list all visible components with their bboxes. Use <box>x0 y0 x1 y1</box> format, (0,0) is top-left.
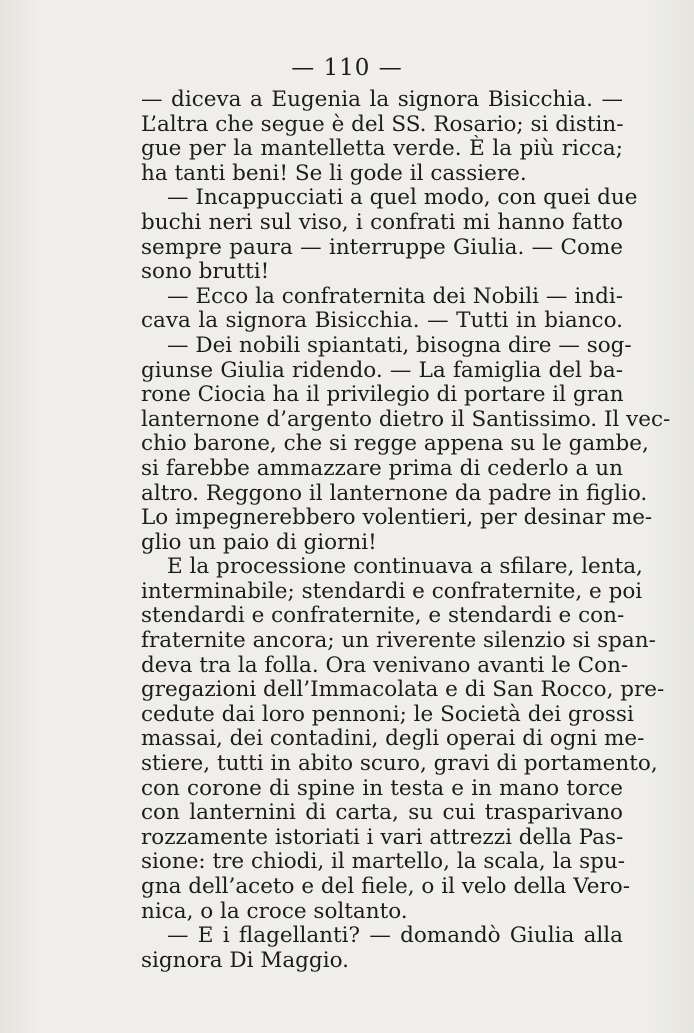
text-line: sione: tre chiodi, il martello, la scala, la spu- <box>141 849 626 875</box>
text-line: nica, o la croce soltanto. <box>141 898 408 924</box>
text-line: gue per la mantelletta verde. È la più ricca; <box>141 136 623 162</box>
text-line: — Ecco la confraternita dei Nobili — indi- <box>167 283 623 309</box>
text-line: sempre paura — interruppe Giulia. — Come <box>141 234 623 260</box>
text-line: fraternite ancora; un riverente silenzio si span- <box>141 628 656 654</box>
text-line: con corone di spine in testa e in mano torce <box>141 775 623 801</box>
text-line: giunse Giulia ridendo. — La famiglia del ba- <box>141 357 623 383</box>
text-line: gna dell’aceto e del fiele, o il velo della Vero- <box>141 874 630 899</box>
text-line: stiere, tutti in abito scuro, gravi di portamento, <box>141 751 658 777</box>
text-line: lanternone d’argento dietro il Santissimo. Il vec- <box>141 406 671 432</box>
text-line: L’altra che segue è del SS. Rosario; si distin- <box>141 111 624 137</box>
text-line: — E i flagellanti? — domandò Giulia alla <box>167 923 623 949</box>
text-line: rone Ciocia ha il privilegio di portare il gran <box>141 382 624 408</box>
text-line: E la processione continuava a sfilare, lenta, <box>167 554 643 580</box>
text-line: altro. Reggono il lanternone da padre in figlio. <box>141 480 648 506</box>
text-line: buchi neri sul viso, i confrati mi hanno fatto <box>141 209 623 235</box>
text-line: — Incappucciati a quel modo, con quei due <box>167 185 638 211</box>
text-line: chio barone, che si regge appena su le gambe, <box>141 431 649 457</box>
text-line: — diceva a Eugenia la signora Bisicchia. — <box>141 87 623 112</box>
text-line: glio un paio di giorni! <box>141 529 377 555</box>
text-line: massai, dei contadini, degli operai di ogni me- <box>141 726 645 752</box>
text-line: ha tanti beni! Se li gode il cassiere. <box>141 160 527 186</box>
page-number: — 110 — <box>291 55 403 81</box>
text-line: gregazioni dell’Immacolata e di San Rocco, pre- <box>141 677 665 703</box>
text-line: — Dei nobili spiantati, bisogna dire — sog- <box>167 332 632 358</box>
text-line: rozzamente istoriati i vari attrezzi della Pas- <box>141 824 624 850</box>
text-line: deva tra la folla. Ora venivano avanti le Con- <box>141 652 629 678</box>
text-line: stendardi e confraternite, e stendardi e con- <box>141 603 625 629</box>
body-text <box>141 87 671 973</box>
text-line: con lanternini di carta, su cui trasparivano <box>141 800 623 826</box>
text-line: interminabile; stendardi e confraternite, e poi <box>141 578 643 604</box>
text-line: si farebbe ammazzare prima di cederlo a un <box>141 455 623 481</box>
text-line: Lo impegnerebbero volentieri, per desinar me- <box>141 505 653 531</box>
text-line: sono brutti! <box>141 259 270 285</box>
text-line: cava la signora Bisicchia. — Tutti in bianco. <box>141 308 623 334</box>
text-line: signora Di Maggio. <box>141 947 349 973</box>
text-line: cedute dai loro pennoni; le Società dei grossi <box>141 701 634 727</box>
